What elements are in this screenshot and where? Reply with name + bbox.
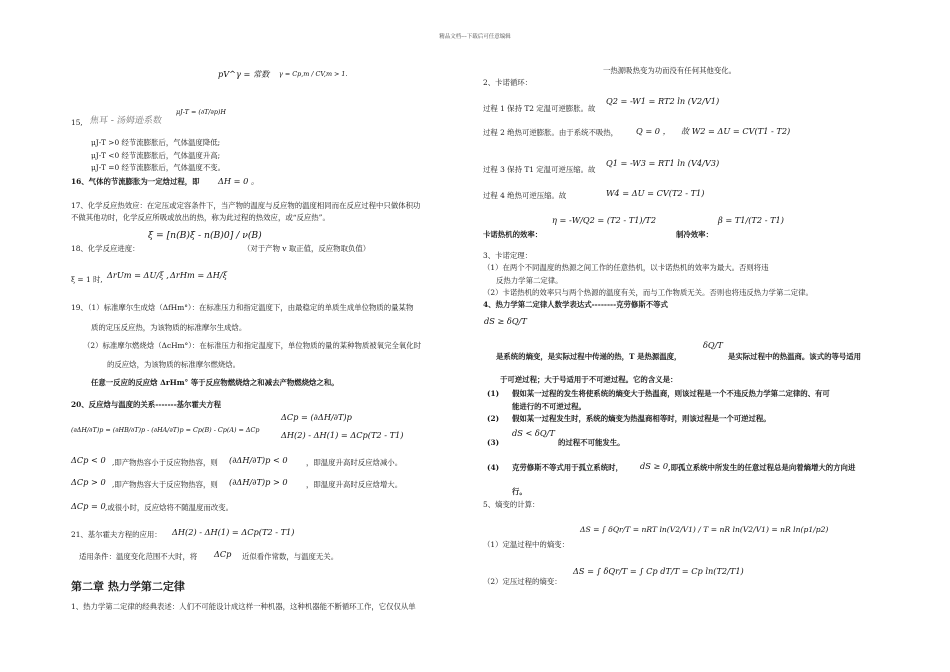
item18-label: 18、化学反应进度： xyxy=(71,244,140,253)
item3-title: 3、卡诺定理： xyxy=(483,251,533,260)
meaning4-text-c: 行。 xyxy=(512,487,527,496)
item3-1-line1: （1）在两个不同温度的热源之间工作的任意热机，以卡诺热机的效率为最大。否则将违 xyxy=(483,263,769,272)
chapter2-item1: 1、热力学第二定律的经典表述：人们不可能设计成这样一种机器，这种机器能不断循环工作，它仅仅从单 xyxy=(71,602,416,611)
item4-heat-temperature: δQ/T xyxy=(703,340,723,350)
item5-title: 5、熵变的计算： xyxy=(483,500,540,509)
meaning3-number: (3) xyxy=(487,438,500,447)
second-law-continued: 一热源吸热变为功而没有任何其他变化。 xyxy=(603,66,737,75)
item19-1-line1: 19、（1）标准摩尔生成焓（ΔfHm°）：在标准压力和指定温度下，由最稳定的单质生成单位物质的量某物 xyxy=(71,303,414,312)
item20-formula-dcp: ΔCp = (∂ΔH/∂T)p xyxy=(281,412,352,422)
entropy-isobaric-label: （2）定压过程的熵变： xyxy=(483,577,562,586)
item4-title: 4、热力学第二定律人数学表达式--------克劳修斯不等式 xyxy=(483,300,668,309)
item20-case-b-result: ，即温度升高时反应焓增大。 xyxy=(306,480,403,489)
carnot-process2: 过程 2 绝热可逆膨胀。由于系统不吸热， xyxy=(483,128,619,137)
carnot-efficiency-label: 卡诺热机的效率： xyxy=(483,230,543,239)
carnot-process2-w: 故 W2 = ΔU = CV(T1 - T2) xyxy=(681,126,791,136)
item4-explanation-a-end: 是实际过程中的热温商。该式的等号适用 xyxy=(728,352,862,361)
entropy-isothermal-formula: ΔS = ∫ δQr/T = nRT ln(V2/V1) / T = nR ln(V2/V1) = nR ln(p1/p2) xyxy=(580,525,829,534)
meaning3-text: 的过程不可能发生。 xyxy=(558,438,625,447)
item18-formula: ξ = [n(B)ξ - n(B)0] / ν(B) xyxy=(148,230,262,241)
refrigeration-formula: β = T1/(T2 - T1) xyxy=(718,215,784,225)
item20-formula-kirchhoff: ΔH(2) - ΔH(1) = ΔCp(T2 - T1) xyxy=(281,430,404,440)
pv-formula: pV^γ = 常数 xyxy=(218,69,270,79)
item20-case-c-text: ,或很小时，反应焓将不随温度而改变。 xyxy=(105,503,233,512)
item4-explanation-b: 于可逆过程；大于号适用于不可逆过程。它的含义是： xyxy=(500,375,678,384)
clausius-inequality: dS ≥ δQ/T xyxy=(484,316,527,326)
item3-2: （2）卡诺热机的效率只与两个热源的温度有关，而与工作物质无关。否则也将违反热力学第二定律。 xyxy=(483,288,813,297)
item20-case-b-formula: (∂ΔH/∂T)p > 0 xyxy=(229,477,288,487)
meaning4-number: (4) xyxy=(487,463,500,472)
item20-title: 20、反应焓与温度的关系-------基尔霍夫方程 xyxy=(71,400,222,409)
entropy-isothermal-label: （1）定温过程中的熵变： xyxy=(483,540,570,549)
item21-formula: ΔH(2) - ΔH(1) = ΔCp(T2 - T1) xyxy=(172,527,295,537)
meaning4-formula: dS ≥ 0 xyxy=(640,461,669,471)
item20-case-a-result: ，即温度升高时反应焓减小。 xyxy=(306,458,403,467)
entropy-isobaric-formula: ΔS = ∫ δQr/T = ∫ Cp dT/T = Cp ln(T2/T1) xyxy=(573,566,744,576)
item19-1-line2: 质的定压反应热，为该物质的标准摩尔生成焓。 xyxy=(91,323,247,332)
item20-case-b-text: ,即产物热容大于反应物热容，则 xyxy=(112,480,218,489)
item20-formula-main: (∂ΔH/∂T)p = (∂HB/∂T)p - (∂HA/∂T)p = Cp(B) - Cp(A) = ΔCp xyxy=(71,426,260,434)
carnot-process3: 过程 3 保持 T1 定温可逆压缩。故 xyxy=(483,165,596,174)
item19-2-line2: 的反应焓，为该物质的标准摩尔燃烧焓。 xyxy=(107,360,241,369)
item18-delta-u: ΔrUm = ΔU/ξ , xyxy=(107,270,169,280)
meaning2-number: (2) xyxy=(487,414,500,423)
item16-formula: ΔH = 0 。 xyxy=(218,176,260,186)
item20-case-b-cond: ΔCp > 0 xyxy=(71,477,106,487)
item18-note: （对于产物 v 取正值，反应物取负值） xyxy=(243,244,371,253)
meaning1-line2: 能进行的不可逆过程。 xyxy=(512,402,586,411)
item20-case-c-cond: ΔCp = 0 xyxy=(71,501,106,511)
item15-line3: μJ-T =0 经节流膨胀后，气体温度不变。 xyxy=(91,163,225,172)
item18-delta-h: ΔrHm = ΔH/ξ xyxy=(170,270,228,280)
item15-line2: μJ-T <0 经节流膨胀后，气体温度升高; xyxy=(91,151,221,160)
refrigeration-label: 制冷效率： xyxy=(676,230,713,239)
item15-formula: μJ-T = (∂T/∂p)H xyxy=(176,108,227,116)
meaning1-line1: 假如某一过程的发生将使系统的熵变大于热温商，则该过程是一个不违反热力学第二定律的、有可 xyxy=(512,389,830,398)
item19-2-line1: （2）标准摩尔燃烧焓（ΔcHm°）：在标准压力和指定温度下，单位物质的量的某种物质被氧完全氧化时 xyxy=(83,341,422,350)
meaning1-number: (1) xyxy=(487,389,500,398)
item20-case-a-text: ,即产物热容小于反应物热容，则 xyxy=(112,458,218,467)
carnot-process4-formula: W4 = ΔU = CV(T2 - T1) xyxy=(606,188,705,198)
item2-title: 2、卡诺循环： xyxy=(483,78,533,87)
carnot-efficiency-formula: η = -W/Q2 = (T2 - T1)/T2 xyxy=(552,215,657,225)
item17-line1: 17、化学反应热效应：在定压或定容条件下，当产物的温度与反应物的温度相同而在反应过程中只做体积功 xyxy=(71,201,421,210)
item4-explanation-a: 是系统的熵变，是实际过程中传递的热，T 是热源温度， xyxy=(496,352,682,361)
item19-3: 任意一反应的反应焓 ΔrHm° 等于反应物燃烧焓之和减去产物燃烧焓之和。 xyxy=(91,378,339,387)
carnot-process1: 过程 1 保持 T2 定温可逆膨胀。故 xyxy=(483,104,596,113)
item17-line2: 不做其他功时，化学反应所吸或放出的热，称为此过程的热效应，或“反应热”。 xyxy=(71,213,330,222)
item15-line1: μJ-T >0 经节流膨胀后，气体温度降低; xyxy=(91,138,221,147)
item21-condition-a: 适用条件：温度变化范围不大时，将 xyxy=(79,552,198,561)
meaning2-text: 假如某一过程发生时，系统的熵变为热温商相等时，则该过程是一个可逆过程。 xyxy=(512,414,771,423)
item16-text: 16、气体的节流膨胀为一定焓过程，即 xyxy=(71,177,200,186)
meaning4-text-b: ,即孤立系统中所发生的任意过程总是向着熵增大的方向进 xyxy=(668,463,856,472)
carnot-process3-formula: Q1 = -W3 = RT1 ln (V4/V3) xyxy=(606,158,720,168)
item18-xi-one: ξ = 1 时, xyxy=(71,275,103,284)
item21-label: 21、基尔霍夫方程的应用： xyxy=(71,530,162,539)
carnot-process4: 过程 4 绝热可逆压缩。故 xyxy=(483,191,567,200)
item21-condition-dcp: ΔCp xyxy=(214,549,232,559)
item15-handwritten-title: 焦耳 - 汤姆逊系数 xyxy=(89,116,163,126)
meaning3-formula: dS < δQ/T xyxy=(512,428,555,438)
carnot-process1-formula: Q2 = -W1 = RT2 ln (V2/V1) xyxy=(606,96,720,106)
carnot-process2-q: Q = 0 ， xyxy=(636,126,671,136)
item21-condition-b: 近似看作常数，与温度无关。 xyxy=(242,552,339,561)
item20-case-a-cond: ΔCp < 0 xyxy=(71,455,106,465)
item3-1-line2: 反热力学第二定律。 xyxy=(496,276,563,285)
meaning4-text-a: 克劳修斯不等式用于孤立系统时， xyxy=(512,463,623,472)
item20-case-a-formula: (∂ΔH/∂T)p < 0 xyxy=(229,455,288,465)
chapter2-heading: 第二章 热力学第二定律 xyxy=(71,580,185,593)
item15-number: 15, xyxy=(71,118,83,127)
pv-gamma: γ = Cp,m / CV,m > 1. xyxy=(279,70,348,78)
page-header-note: 精品文档---下载后可任意编辑 xyxy=(439,34,511,40)
